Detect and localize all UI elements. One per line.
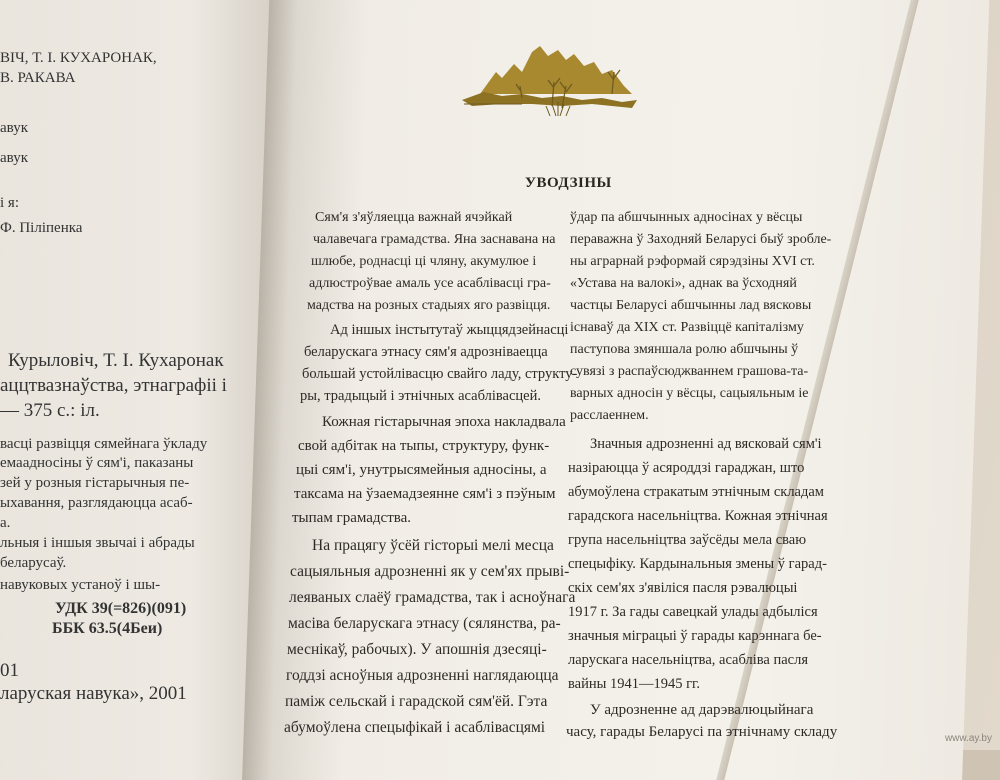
left-line: ВІЧ, Т. І. КУХАРОНАК, — [0, 50, 157, 66]
left-line: зей у розныя гістарычныя пе- — [0, 475, 190, 491]
left-line: беларусаў. — [0, 555, 67, 571]
left-line: і я: — [0, 195, 19, 211]
udk-code: УДК 39(=826)(091) — [55, 600, 187, 617]
text-column-left: Сям'я з'яўляецца важнай ячэйкай чалавечага грамадства. Яна заснавана на шлюбе, роднасці ці чляну, акумулюе і адлюстроўвае амаль усе асаблівасці гра- мадства на розных стадыях яго развіцця. Ад іншых інстытутаў жыццядзейнасці беларускага этнасу сям'я адрозніваецца большай устойлівасцю свайго ладу, структу- ры, традыцый і этнічных асаблівасцей. Кожная гістарычная эпоха накладвала свой адбітак на тыпы, структуру, функ- цыі сям'і, унутрысямейныя адносіны, а таксама на ўзаемадзеянне сям'і з пэўным тыпам грамадства. На працягу ўсёй гісторыі мелі месца сацыяльныя адрозненні як у сем'ях прыві- леяваных слаёў грамадства, так і асноўнага масіва беларускага этнасу (сялянства, ра- меснікаў, рабочых). У апошнія дзесяці- годдзі асноўныя адрозненні наглядаюцца паміж сельскай і гарадской сям'ёй. Гэта абумоўлена спецыфікай і асаблівасцямі — [284, 210, 578, 736]
left-line: 01 — [0, 660, 19, 681]
watermark: www.ay.by — [944, 733, 992, 744]
left-line: авук — [0, 150, 29, 166]
left-line: васці развіцця сямейнага ўкладу — [0, 436, 208, 452]
left-line: ыхавання, разглядаюцца асаб- — [0, 495, 193, 511]
left-line: а. — [0, 515, 11, 531]
left-line: льныя і іншыя звычаі і абрады — [0, 535, 195, 551]
left-line: аццтвазнаўства, этнаграфіі і — [0, 375, 227, 396]
left-line: Курыловіч, Т. І. Кухаронак — [8, 350, 224, 371]
bbk-code: ББК 63.5(4Беи) — [52, 620, 163, 637]
left-line: авук — [0, 120, 29, 136]
text-column-right: ўдар па абшчынных адносінах у вёсцы пераважна ў Заходняй Беларусі быў зробле- ны аграрнай рэформай сярэдзіны XVI ст. «Устава на валокі», аднак ва ўсходняй частцы Беларусі абшчынны лад вясковы існаваў да XIX ст. Развіццё капіталізму паступова змяншала ролю абшчыны ў сувязі з распаўсюджваннем грашова-та- варных адносін у вёсцы, сацыяльным іе расслаеннем. Значныя адрозненні ад вясковай сям'і назіраюцца ў асяроддзі гараджан, што абумоўлена стракатым этнічным складам гарадскога насельніцтва. Кожная этнічная група насельніцтва заўсёды мела сваю спецыфіку. Кардынальныя змены ў гарад- скіх сем'ях з'явіліся пасля рэвалюцыі 1917 г. За гады савецкай улады адбыліся значныя міграцыі ў гарады карэннага бе- ларускага насельніцтва, асабліва пасля вайны 1941—1945 гг. У адрозненне ад дарэвалюцыйнага часу, гарады Беларусі па этнічнаму складу — [566, 210, 838, 740]
left-line: навуковых устаноў і шы- — [0, 577, 161, 593]
left-line: — 375 с.: іл. — [0, 400, 100, 421]
left-line: В. РАКАВА — [0, 70, 76, 86]
chapter-heading: УВОДЗІНЫ — [525, 175, 612, 191]
left-line: Ф. Піліпенка — [0, 220, 83, 236]
copyright-line: ларуская навука», 2001 — [0, 683, 187, 704]
left-line: емаадносіны ў сям'і, паказаны — [0, 455, 194, 471]
